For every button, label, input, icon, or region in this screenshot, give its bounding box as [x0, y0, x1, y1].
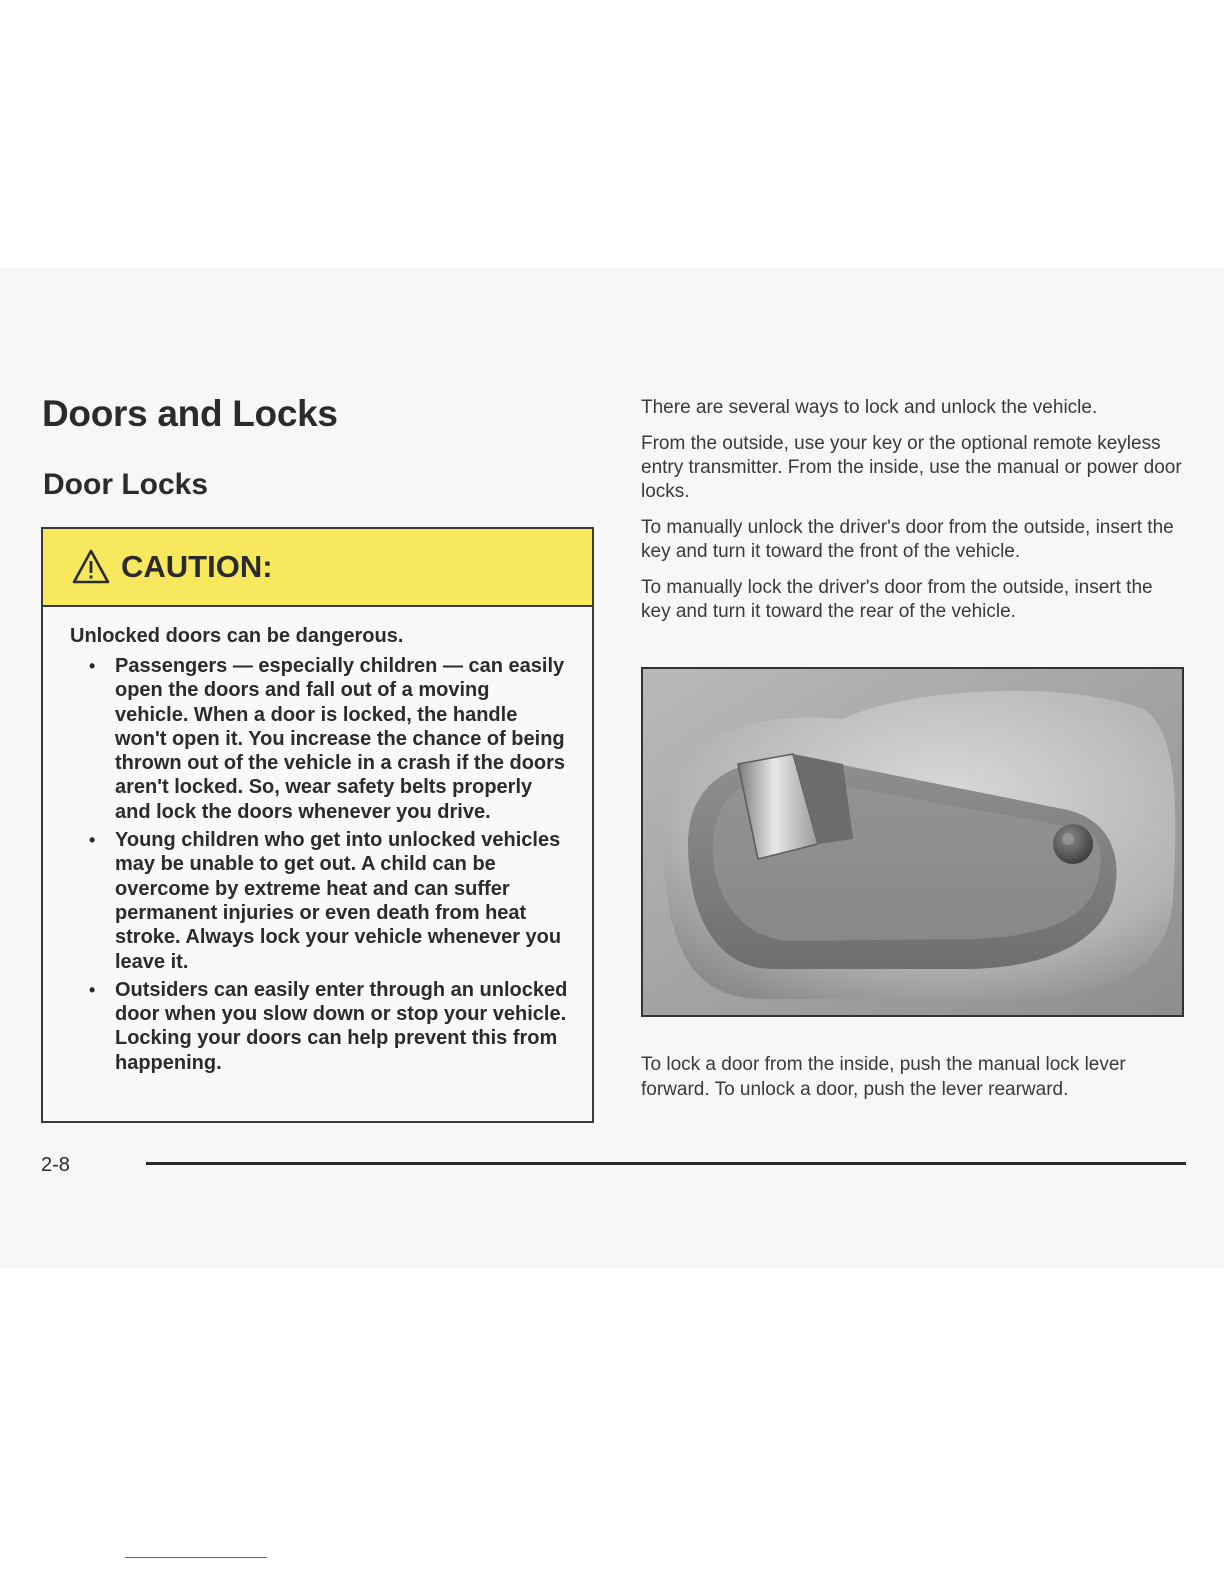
caution-item [89, 828, 568, 974]
photo-caption: To lock a door from the inside, push the manual lock lever forward. To unlock a door, push the lever rearward. [641, 1054, 1126, 1100]
caution-body [43, 607, 592, 1075]
subsection-title: Door Locks [43, 468, 209, 501]
bullet-icon: • [89, 656, 96, 676]
caution-header [43, 529, 592, 607]
caution-item-text: Passengers — especially children — can easily open the doors and fall out of a moving vehicle. When a door is locked, the handle won't open it. You increase the chance of being thrown out of the vehicle in a crash if the doors aren't locked. So, wear safety belts properly and lock the doors whenever you drive. [115, 655, 566, 823]
caution-label: CAUTION: [121, 549, 273, 584]
body-paragraph: From the outside, use your key or the optional remote keyless entry transmitter. From the inside, use the manual or power door locks. [641, 433, 1182, 502]
footer-rule [146, 1162, 1186, 1165]
section-title: Doors and Locks [42, 393, 338, 434]
caution-box [41, 527, 594, 1123]
door-handle-photo [641, 667, 1184, 1017]
body-paragraph: To manually lock the driver's door from the outside, insert the key and turn it toward the rear of the vehicle. [641, 577, 1153, 622]
body-paragraph: There are several ways to lock and unlock the vehicle. [641, 397, 1098, 418]
bottom-link-line [125, 1557, 267, 1558]
warning-triangle-icon [71, 548, 111, 586]
bullet-icon: • [89, 830, 96, 851]
caution-item-text: Young children who get into unlocked vehicles may be unable to get out. A child can be overcome by extreme heat and can suffer permanent injuries or even death from heat stroke. Always lock your vehicle whenever you leave it. [115, 829, 562, 973]
caution-list [70, 654, 568, 1075]
caution-item [89, 654, 568, 824]
caution-item-text: Outsiders can easily enter through an unlocked door when you slow down or stop your vehicle. Locking your doors can help prevent this from happening. [115, 978, 568, 1074]
body-text-column [641, 396, 1186, 636]
door-handle-illustration [643, 669, 1182, 1015]
body-paragraph: To manually unlock the driver's door from the outside, insert the key and turn it toward the front of the vehicle. [641, 517, 1174, 562]
caution-lead: Unlocked doors can be dangerous. [70, 625, 404, 647]
page-number: 2-8 [41, 1154, 70, 1176]
bullet-icon: • [89, 979, 96, 1000]
caution-item [89, 978, 568, 1075]
